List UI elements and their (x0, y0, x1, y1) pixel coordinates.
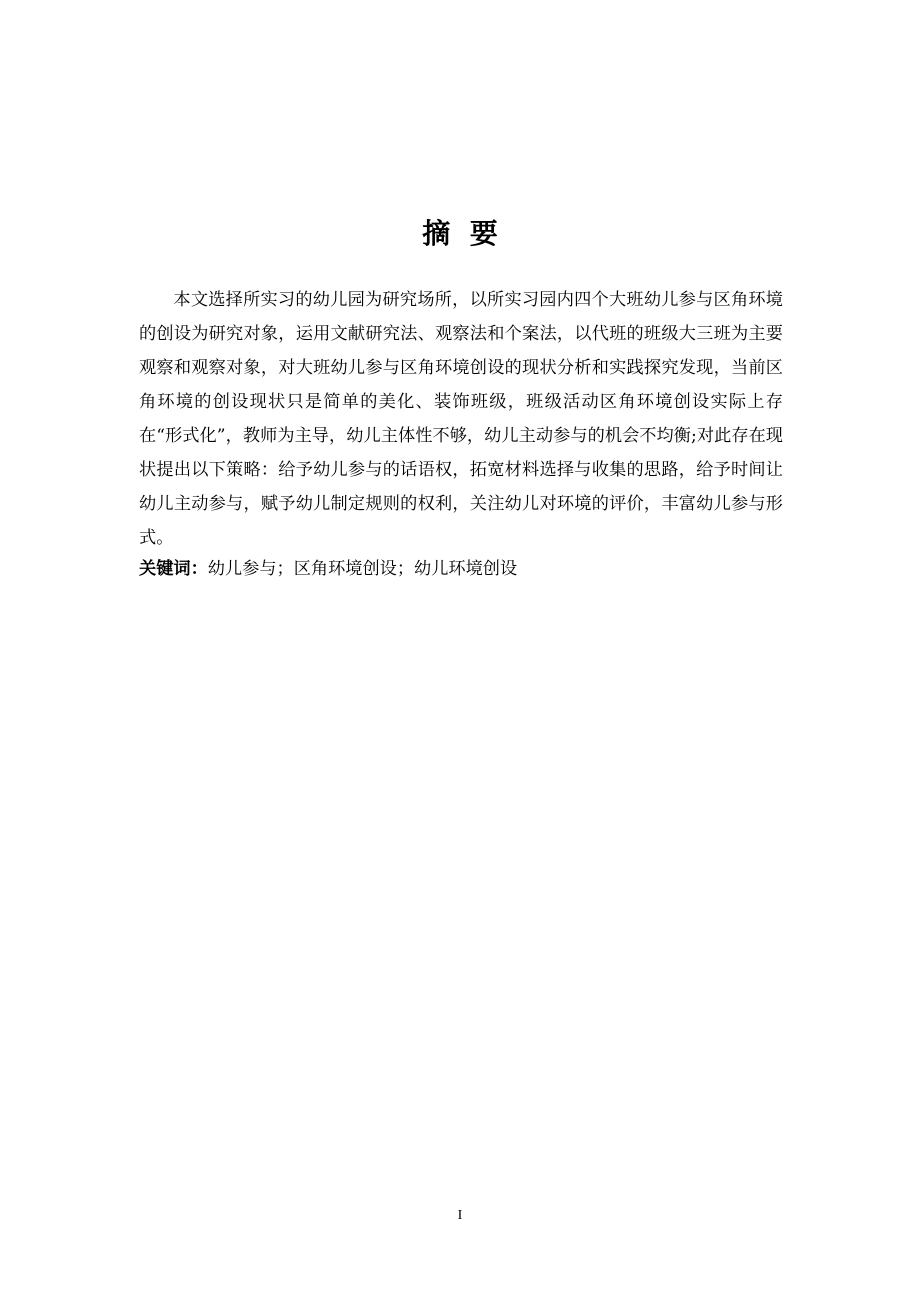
keywords-label: 关键词： (139, 559, 208, 579)
keywords-text: 幼儿参与；区角环境创设；幼儿环境创设 (207, 559, 518, 579)
keywords-line (139, 552, 783, 586)
abstract-paragraph: 本文选择所实习的幼儿园为研究场所，以所实习园内四个大班幼儿参与区角环境的创设为研究对象，运用文献研究法、观察法和个案法，以代班的班级大三班为主要观察和观察对象，对大班幼儿参与区角环境创设的现状分析和实践探究发现，当前区角环境的创设现状只是简单的美化、装饰班级，班级活动区角环境创设实际上存在“形式化”，教师为主导，幼儿主体性不够，幼儿主动参与的机会不均衡;对此存在现状提出以下策略：给予幼儿参与的话语权，拓宽材料选择与收集的思路，给予时间让幼儿主动参与，赋予幼儿制定规则的权利，关注幼儿对环境的评价，丰富幼儿参与形式。 (139, 290, 783, 548)
page-number: I (457, 1208, 463, 1223)
abstract-title: 摘 要 (422, 217, 498, 250)
